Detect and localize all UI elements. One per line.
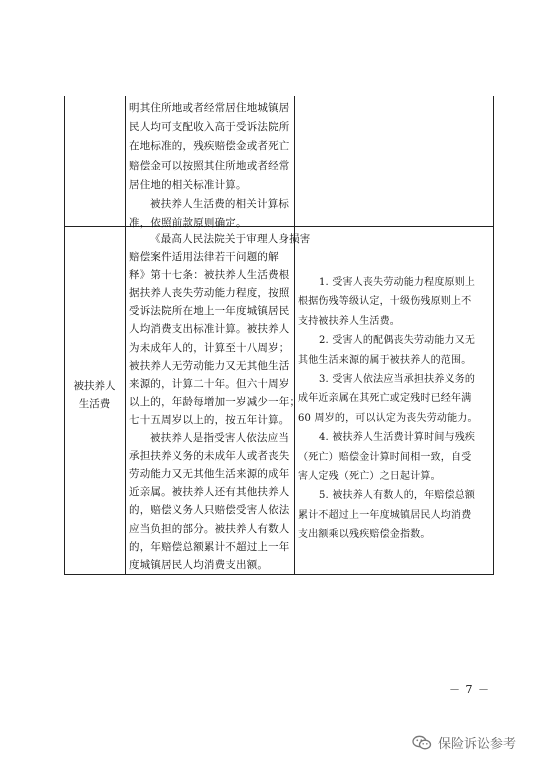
text-line: 赔偿金可以按照其住所地或者经常 — [129, 159, 290, 172]
text-line: 民人均可支配收入高于受诉法院所 — [129, 121, 290, 134]
watermark-text: 保险诉讼参考 — [438, 737, 517, 752]
row2-label-cell — [64, 377, 125, 413]
row1-middle-cell — [129, 99, 291, 233]
wechat-icon — [412, 735, 432, 751]
watermark — [412, 733, 516, 752]
text-line: 4. 被扶养人生活费计算时间与残疾 — [319, 432, 476, 444]
text-line: 《最高人民法院关于审理人身损害 — [150, 233, 311, 245]
text-line: 为未成年人的，计算至十八周岁； — [129, 341, 290, 354]
text-line: 度城镇居民人均消费支出额。 — [129, 558, 269, 571]
text-line: 5. 被扶养人有数人的，年赔偿总额 — [319, 490, 476, 502]
table-column-divider-2 — [294, 96, 295, 575]
text-line: 释》第十七条：被扶养人生活费根 — [129, 269, 290, 282]
text-line: 据扶养人丧失劳动能力程度，按照 — [129, 287, 290, 300]
text-line: 被扶养人是指受害人依法应当 — [150, 432, 290, 445]
table-column-divider-1 — [125, 96, 126, 575]
text-line: 来源的，计算二十年。但六十周岁 — [129, 377, 290, 390]
text-line: 承担扶养义务的未成年人或者丧失 — [129, 450, 290, 463]
text-line: 3. 受害人依法应当承担扶养义务的 — [319, 374, 476, 386]
text-line: 害人定残（死亡）之日起计算。 — [298, 471, 441, 483]
text-line: 七十五周岁以上的，按五年计算。 — [129, 413, 290, 426]
text-line: 被扶养人生活费的相关计算标 — [150, 198, 290, 211]
text-line: 赔偿案件适用法律若干问题的解 — [129, 251, 279, 264]
text-line: 应当负担的部分。被扶养人有数人 — [129, 522, 290, 535]
page-number: － 7 － — [449, 683, 490, 696]
text-line: 被扶养人无劳动能力又无其他生活 — [129, 359, 290, 372]
text-line: 近亲属。被扶养人还有其他扶养人 — [129, 486, 290, 499]
text-line: （死亡）赔偿金计算时间相一致，自受 — [298, 451, 472, 463]
text-line: 受诉法院所在地上一年度城镇居民 — [129, 305, 290, 318]
text-line: 的，赔偿义务人只赔偿受害人依法 — [129, 504, 290, 517]
row2-right-cell — [298, 273, 492, 545]
text-line: 支持被扶养人生活费。 — [298, 315, 400, 327]
text-line: 人均消费支出标准计算。被扶养人 — [129, 323, 290, 336]
text-line: 2. 受害人的配偶丧失劳动能力又无 — [319, 335, 476, 347]
table-border-right — [493, 96, 494, 575]
table-border-left — [64, 96, 65, 575]
table-border-bottom — [64, 574, 494, 575]
text-line: 累计不超过上一年度城镇居民人均消费 — [298, 509, 472, 521]
text-line: 的，年赔偿总额累计不超过上一年 — [129, 540, 290, 553]
text-line: 1. 受害人丧失劳动能力程度原则上 — [319, 277, 476, 288]
text-line: 以上的，年龄每增加一岁减少一年； — [129, 395, 301, 408]
text-line: 准，依照前款原则确定。 — [129, 217, 247, 230]
text-line: 明其住所地或者经常居住地城镇居 — [129, 102, 290, 114]
text-line: 支出额乘以残疾赔偿金指数。 — [298, 529, 431, 541]
text-line: 其他生活来源的属于被扶养人的范围。 — [298, 354, 472, 366]
text-line: 根据伤残等级认定，十级伤残原则上不 — [298, 296, 472, 308]
text-line: 居住地的相关标准计算。 — [129, 178, 247, 191]
row2-middle-cell — [129, 230, 311, 574]
row-label-line: 生活费 — [78, 398, 111, 410]
text-line: 成年近亲属在其死亡或定残时已经年满 — [298, 393, 472, 405]
row-label-line: 被扶养人 — [73, 380, 116, 392]
text-line: 劳动能力又无其他生活来源的成年 — [129, 468, 290, 481]
text-line: 在地标准的，残疾赔偿金或者死亡 — [129, 140, 290, 153]
text-line: 60 周岁的，可以认定为丧失劳动能力。 — [298, 412, 478, 424]
